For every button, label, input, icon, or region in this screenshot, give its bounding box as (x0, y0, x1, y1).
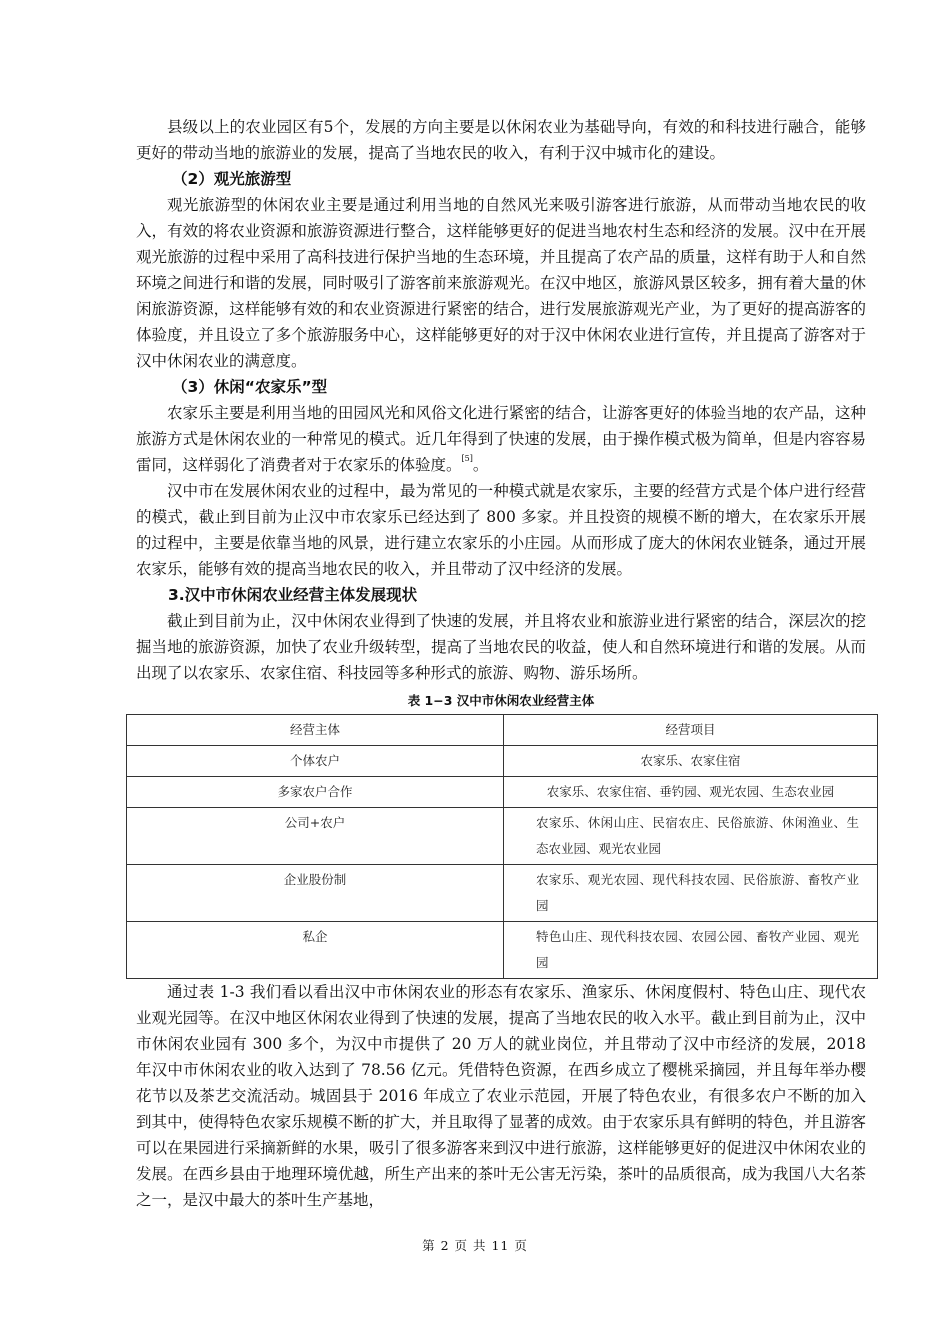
citation-reference: [5] (461, 454, 473, 463)
table-row (127, 746, 878, 777)
paragraph-farm-stay-hanzhong: 汉中市在发展休闲农业的过程中，最为常见的一种模式就是农家乐，主要的经营方式是个体户进行经营的模式，截止到目前为止汉中市农家乐已经达到了 800 多家。并且投资的规模不断的增大，在农家乐开展的过程中，主要是依靠当地的风景，进行建立农家乐的小庄园。从而形成了庞大的休闲农业链条，通过开展农家乐，能够有效的提高当地农民的收入，并且带动了汉中经济的发展。 (136, 482, 866, 578)
paragraph-farm-stay-end: 。 (472, 456, 489, 474)
table-row (127, 865, 878, 922)
table-row (127, 922, 878, 979)
paragraph-farm-stay-text: 农家乐主要是利用当地的田园风光和风俗文化进行紧密的结合，让游客更好的体验当地的农产品，这种旅游方式是休闲农业的一种常见的模式。近几年得到了快速的发展，由于操作模式极为简单，但是内容容易雷同，这样弱化了消费者对于农家乐的体验度。 (136, 404, 866, 474)
heading-section-3: 3.汉中市休闲农业经营主体发展现状 (168, 586, 418, 604)
paragraph-section-3-intro: 截止到目前为止，汉中休闲农业得到了快速的发展，并且将农业和旅游业进行紧密的结合，深层次的挖掘当地的旅游资源，加快了农业升级转型，提高了当地农民的收益，使人和自然环境进行和谐的发展。从而出现了以农家乐、农家住宿、科技园等多种形式的旅游、购物、游乐场所。 (136, 612, 866, 682)
business-entity-table (126, 714, 878, 979)
table-cell-items: 农家乐、休闲山庄、民宿农庄、民俗旅游、休闲渔业、生态农业园、观光农业园 (504, 808, 878, 865)
page-footer: 第 2 页 共 11 页 (422, 1238, 528, 1253)
table-cell-items: 农家乐、观光农园、现代科技农园、民俗旅游、畜牧产业园 (504, 865, 878, 922)
table-cell-items: 特色山庄、现代科技农园、农园公园、畜牧产业园、观光园 (504, 922, 878, 979)
table-row (127, 777, 878, 808)
table-cell-subject: 多家农户合作 (127, 777, 504, 808)
table-cell-subject: 私企 (127, 922, 504, 979)
heading-farm-stay: （3）休闲“农家乐”型 (172, 378, 328, 396)
page-content (136, 114, 866, 1213)
table-cell-subject: 公司+农户 (127, 808, 504, 865)
paragraph-table-analysis: 通过表 1-3 我们看以看出汉中市休闲农业的形态有农家乐、渔家乐、休闲度假村、特色山庄、现代农业观光园等。在汉中地区休闲农业得到了快速的发展，提高了当地农民的收入水平。截止到目前为止，汉中市休闲农业园有 300 多个，为汉中市提供了 20 万人的就业岗位，并且带动了汉中市经济的发展，2018 年汉中市休闲农业的收入达到了 78.56 亿元。凭借特色资源，在西乡成立了樱桃采摘园，并且每年举办樱花节以及茶艺交流活动。城固县于 2016 年成立了农业示范园，开展了特色农业，有很多农户不断的加入到其中，使得特色农家乐规模不断的扩大，并且取得了显著的成效。由于农家乐具有鲜明的特色，并且游客可以在果园进行采摘新鲜的水果，吸引了很多游客来到汉中进行旅游，这样能够更好的促进汉中休闲农业的发展。在西乡县由于地理环境优越，所生产出来的茶叶无公害无污染，茶叶的品质很高，成为我国八大名茶之一，是汉中最大的茶叶生产基地， (136, 983, 866, 1209)
table-header-items: 经营项目 (504, 715, 878, 746)
table-cell-subject: 企业股份制 (127, 865, 504, 922)
heading-sightseeing-tourism: （2）观光旅游型 (172, 170, 292, 188)
paragraph-park-count: 县级以上的农业园区有5个，发展的方向主要是以休闲农业为基础导向，有效的和科技进行融合，能够更好的带动当地的旅游业的发展，提高了当地农民的收入，有利于汉中城市化的建设。 (136, 118, 866, 162)
table-cell-items: 农家乐、农家住宿、垂钓园、观光农园、生态农业园 (504, 777, 878, 808)
table-header-subject: 经营主体 (127, 715, 504, 746)
table-cell-items: 农家乐、农家住宿 (504, 746, 878, 777)
table-caption: 表 1−3 汉中市休闲农业经营主体 (407, 693, 595, 708)
table-row (127, 808, 878, 865)
paragraph-farm-stay-intro (136, 400, 866, 478)
paragraph-sightseeing-tourism: 观光旅游型的休闲农业主要是通过利用当地的自然风光来吸引游客进行旅游，从而带动当地农民的收入，有效的将农业资源和旅游资源进行整合，这样能够更好的促进当地农村生态和经济的发展。汉中在开展观光旅游的过程中采用了高科技进行保护当地的生态环境，并且提高了农产品的质量，这样有助于人和自然环境之间进行和谐的发展，同时吸引了游客前来旅游观光。在汉中地区，旅游风景区较多，拥有着大量的休闲旅游资源，这样能够有效的和农业资源进行紧密的结合，进行发展旅游观光产业，为了更好的提高游客的体验度，并且设立了多个旅游服务中心，这样能够更好的对于汉中休闲农业进行宣传，并且提高了游客对于汉中休闲农业的满意度。 (136, 196, 866, 370)
table-cell-subject: 个体农户 (127, 746, 504, 777)
table-header-row (127, 715, 878, 746)
